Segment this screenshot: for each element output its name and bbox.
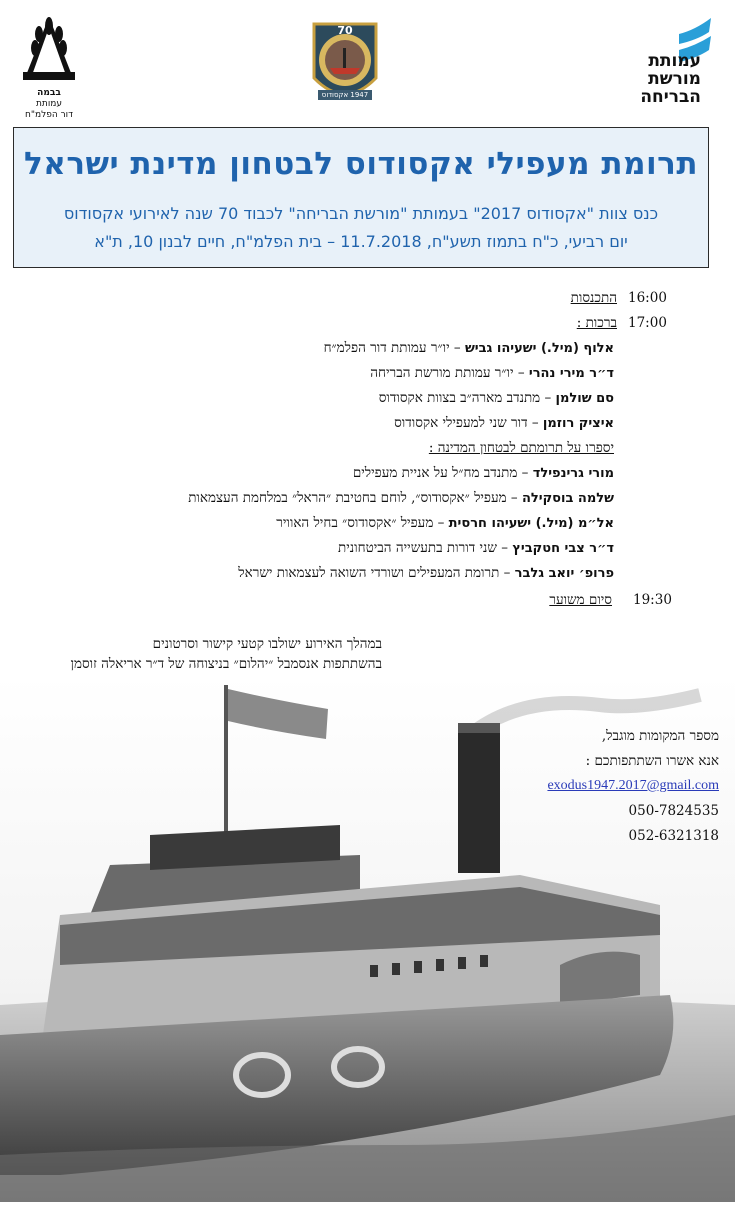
title-box <box>13 127 709 268</box>
note-line: בהשתתפות אנסמבל ״יהלום״ בניצוחה של ד״ר אריאלה זוסמן <box>70 656 382 672</box>
contact-email-wrap <box>547 777 719 794</box>
subtitle-conference: כנס צוות "אקסודוס 2017" בעמותת "מורשת הבריחה" לכבוד 70 שנה לאירועי אקסודוס <box>63 204 659 223</box>
emblem-caption: 1947 אקסודוס <box>321 91 369 99</box>
label-closing: סיום משוער <box>549 592 612 608</box>
greeter-role: – מתנדב מארה״ב בצוות אקסודוס <box>378 390 556 406</box>
brand-line: עמותת <box>648 51 701 71</box>
speaker-name: מורי גרינפילד <box>532 466 614 481</box>
brand-line: מורשת <box>648 69 701 89</box>
speakers-heading: יספרו על תרומתם לבטחון המדינה : <box>428 440 614 456</box>
speaker-role: – מתנדב מח״ל על אניית מעפילים <box>352 465 533 481</box>
speaker-name: פרופ׳ יואב גלבר <box>514 566 614 581</box>
time-closing: 19:30 <box>633 592 672 608</box>
speaker-line <box>276 515 614 531</box>
greeter-name: סם שולמן <box>555 391 614 406</box>
contact-phone: 050-7824535 <box>628 803 719 819</box>
contact-limited: מספר המקומות מוגבל, <box>601 728 719 744</box>
email-link[interactable]: exodus1947.2017@gmail.com <box>547 778 719 793</box>
contact-phone: 052-6321318 <box>628 828 719 844</box>
speaker-name: ד״ר צבי חטקביץ <box>512 541 614 556</box>
logo-caption: בבמה <box>37 88 61 98</box>
greeter-line <box>379 390 614 406</box>
speaker-line <box>353 465 614 481</box>
logo-caption: עמותת <box>35 99 63 109</box>
subtitle-date-location: יום רביעי, כ"ח בתמוז תשע"ח, 11.7.2018 – בית הפלמ"ח, חיים לבנון 10, ת"א <box>94 232 628 251</box>
greeter-name: ד״ר מירי נהרי <box>528 366 614 381</box>
speaker-line <box>188 490 614 506</box>
greeter-name: איציק רוזמן <box>542 416 614 431</box>
speaker-name: אל״מ (מיל.) ישעיהו חרסית <box>448 516 614 531</box>
speaker-role: – תרומת המעפילים ושורדי השואה לעצמאות ישראל <box>238 565 515 581</box>
time-gathering: 16:00 <box>628 290 667 306</box>
speaker-name: שלמה בוסקילה <box>521 491 614 506</box>
page-title: תרומת מעפילי אקסודוס לבטחון מדינת ישראל <box>24 146 698 182</box>
palmach-logo <box>14 14 84 120</box>
emblem-number: 70 <box>337 24 353 37</box>
speaker-role: – מעפיל ״אקסודוס״, לוחם בחטיבת ״הראל״ במלחמת העצמאות <box>188 490 522 506</box>
contact-confirm: אנא אשרו השתתפותכם : <box>585 753 719 769</box>
speaker-line <box>338 540 614 556</box>
greeter-line <box>394 415 614 431</box>
logo-caption: דור הפלמ"ח <box>24 110 74 120</box>
greeter-line <box>370 365 614 381</box>
greeter-name: אלוף (מיל.) ישעיהו גביש <box>464 341 614 356</box>
greeter-role: – דור שני למעפילי אקסודוס <box>394 415 543 431</box>
moreshet-habricha-logo <box>606 16 721 106</box>
brand-text <box>640 52 701 106</box>
note-line: במהלך האירוע ישולבו קטעי קישור וסרטונים <box>152 636 382 652</box>
label-gathering: התכנסות <box>570 290 617 306</box>
speaker-role: – מעפיל ״אקסודוס״ בחיל האוויר <box>276 515 449 531</box>
greeter-role: – יו״ר עמותת מורשת הבריחה <box>370 365 529 381</box>
greeter-line <box>324 340 614 356</box>
speaker-line <box>238 565 614 581</box>
time-greetings: 17:00 <box>628 315 667 331</box>
speaker-role: – שני דורות בתעשייה הביטחונית <box>337 540 513 556</box>
label-greetings: ברכות : <box>576 315 617 331</box>
brand-line: הבריחה <box>640 87 701 107</box>
greeter-role: – יו״ר עמותת דור הפלמ״ח <box>323 340 465 356</box>
wheat-sword-icon <box>17 14 81 84</box>
exodus-70-emblem <box>308 18 382 108</box>
